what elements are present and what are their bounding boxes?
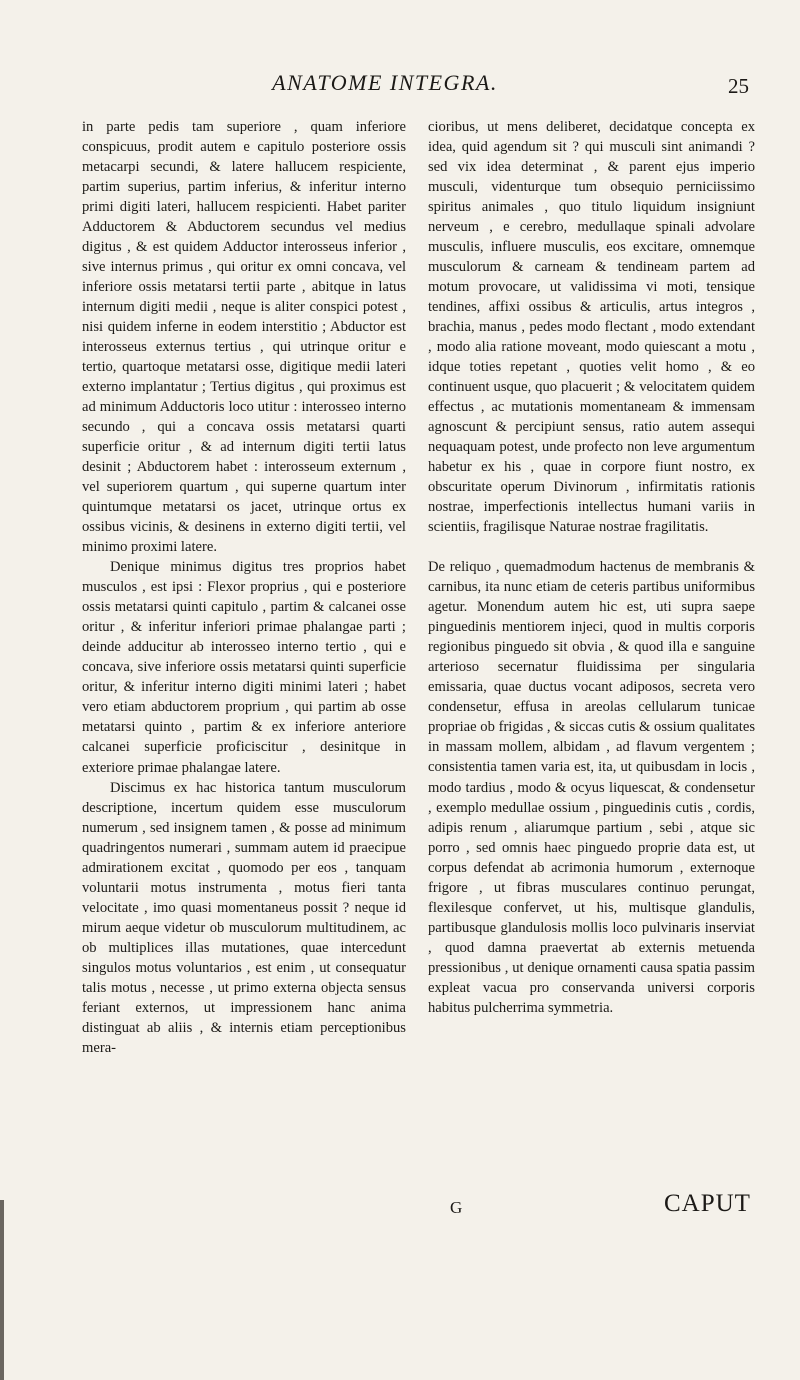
page-footer: [0, 1188, 800, 1228]
catchword: CAPUT: [664, 1190, 751, 1217]
paragraph: De reliquo , quemadmodum hactenus de membranis & carnibus, ita nunc etiam de ceteris partibus uniformibus agetur. Monendum autem hic est, uti supra saepe pinguedinis mentiorem injeci, quod in multis corporis regionibus pinguedo sit obvia , & quod illa e sanguine arterioso secernatur fluidissima per singularia emissaria, quae ductus vocant adiposos, secreta vero condensetur, effusa in areolas cellularum tunicae propriae ob frigidas , & siccas cutis & ossium qualitates in massam mollem, albidam , ad flavum vergentem ; consistentia tamen varia est, ita, ut quibusdam in locis , modo tardius , modo & ocyus liquescat, & condensetur , exemplo medullae ossium , pinguedinis cutis , cordis, adipis renum , aliarumque partium , sebi , atque sic porro , sed omnis haec pinguedo proprie data est, ut corpus defendat ab acrimonia humorum , externoque frigore , ut fibras musculares continuo perungat, flexilesque confervet, ut his, multisque glandulis, partibusque glandulosis mollis loco pulvinaris inserviat , quod damna praevertat ab externis metuenda pressionibus , ut denique ornamenti causa spatia passim expleat vacua pro conservanda universi corporis habitus pulcherrima symmetria.: [428, 559, 755, 1016]
running-title: ANATOME INTEGRA.: [272, 70, 498, 95]
paragraph-gap: [428, 537, 755, 557]
paragraph: cioribus, ut mens deliberet, decidatque concepta ex idea, quid agendum sit ? qui musculi sint animandi ? sed vix idea determinat , & parent ejus imperio musculi, videnturque tum obsequio perniciissimo spiritus animales , quo titulo liquidum insigniunt nerveum , e cerebro, medullaque spinali advolare musculis, influere musculis, eos excitare, omnemque musculorum & carneam & tendineam partem ad motum provocare, ut validissima vi moti, tensique tendines, affixi ossibus & articulis, artus integros , brachia, manus , pedes modo flectant , modo extendant , modo alia ratione moveant, modo quiescant a motu , idque toties repetant , quoties velit homo , & eo continuent usque, quo placuerit ; & velocitatem quidem effectus , ac mutationis momentaneam & immensam agnoscunt & percipiunt sensus, ratio autem assequi nequaquam potest, unde profecto non leve argumentum habetur ex his , quae in corpore fiunt nostro, ex obscuritate operum Divinorum , infirmitatis rationis nostrae, imperfectionis intellectus humani variis in scientiis, fragilisque Naturae nostrae fragilitatis.: [428, 119, 755, 536]
signature-mark: G: [450, 1198, 463, 1217]
margin-rule: [0, 1200, 4, 1380]
right-column: [428, 117, 755, 1018]
paragraph: Denique minimus digitus tres proprios habet musculos , est ipsi : Flexor proprius , qui e posteriore ossis metatarsi quinti capitulo , partim & calcanei osse oritur , & inferitur inferiori primae phalangae parti ; deinde adducitur ab interosseo interno tertio , qui e concava, sive inferiore ossis metatarsi quinti superficie oritur, & inferitur interno digiti minimi lateri ; habet vero etiam abductorem proprium , qui partim ab osse metatarsi quinto , partim & ex inferiore anteriore calcanei superficie proficiscitur , desinitque in exteriore primae phalangae latere.: [82, 559, 406, 776]
page-header: [0, 70, 800, 104]
paragraph: Discimus ex hac historica tantum musculorum descriptione, incertum quidem esse musculorum numerum , sed insignem tamen , & posse ad minimum quadringentos numerari , summam autem id praecipue admirationem excitat , quomodo per eos , tanquam voluntarii motus instrumenta , motus fieri tanta velocitate , imo quasi momentaneus possit ? neque id mirum aeque videtur ob musculorum multitudinem, ac ob multiplices illas mutationes, quae intercedunt singulos motus voluntarios , est enim , ut consequatur talis motus , necesse , ut primo externa objecta sensus feriant externos, ut impressionem hanc anima distinguat ab aliis , & internis etiam perceptionibus mera-: [82, 779, 406, 1056]
paragraph: in parte pedis tam superiore , quam inferiore conspicuus, prodit autem e capitulo posteriore ossis metacarpi secundi, & latere hallucem respiciente, partim superius, partim inferius, & inferitur interno primi digiti lateri, hallucem respicienti. Habet pariter Adductorem & Abductorem secundus vel medius digitus , & est quidem Adductor interosseus inferior , sive internus primus , qui oritur ex omni concava, vel inferiore ossis metatarsi tertii parte , abitque in latus internum digiti medii , neque is aliter conspici potest , nisi quidem inferne in eodem interstitio ; Abductor est interosseus externus tertius , qui utrinque oritur e tertio, quartoque metatarsi osse, digitique medii lateri externo implantatur ; Tertius digitus , qui proximus est ad minimum Adductoris loco utitur : interosseo interno secundo , qui a concava ossis metatarsi quarti superficie oritur , & ad internum digiti tertii latus desinit ; Abductorem habet : interosseum externum , vel superiorem quartum , qui superne quartum inter quintumque metatarsi os jacet, utrinque ortus ex ossibus vicinis, & desinens in externo digiti tertii, vel minimo proximi latere.: [82, 119, 406, 556]
left-column: [82, 117, 406, 1058]
page-number: 25: [728, 74, 749, 98]
